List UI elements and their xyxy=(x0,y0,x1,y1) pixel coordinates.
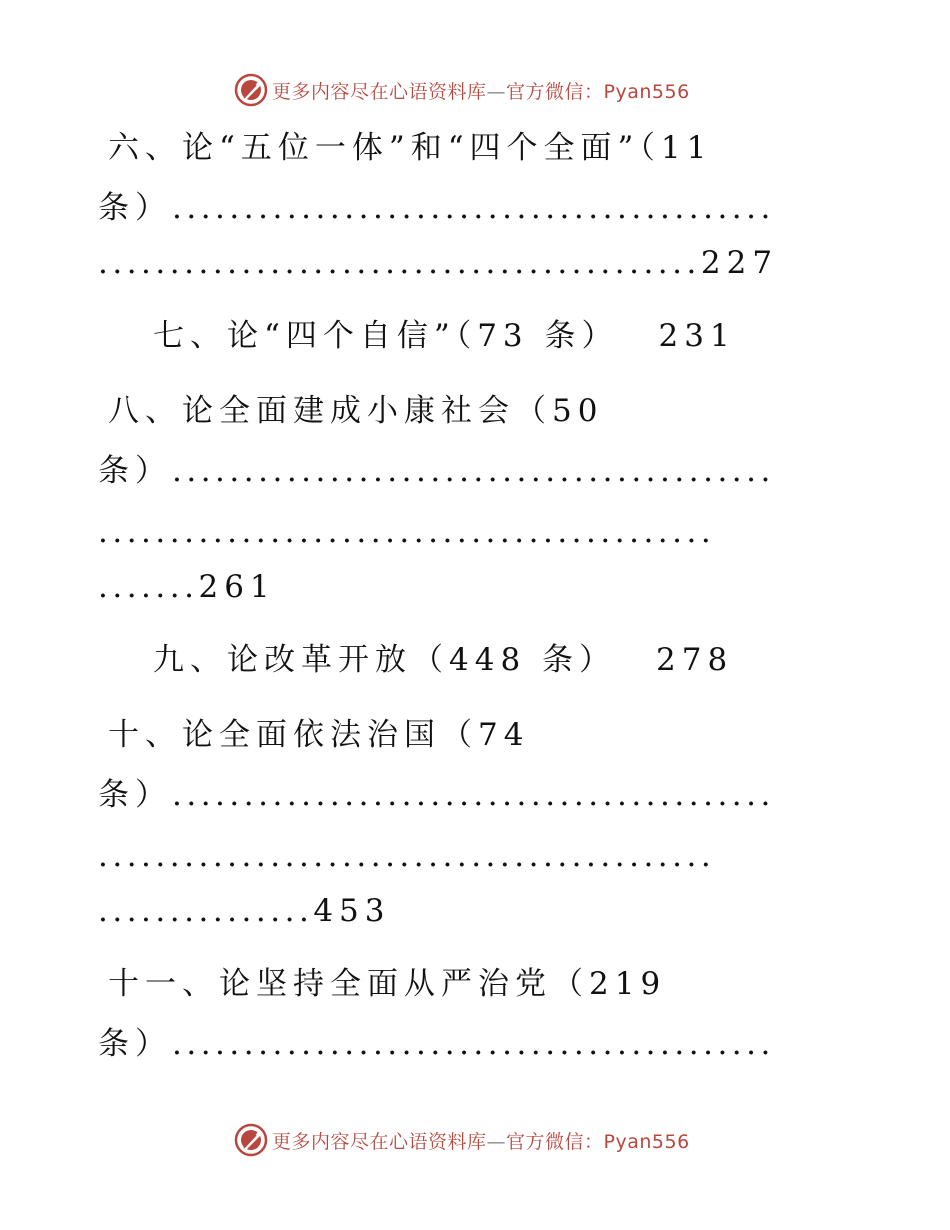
toc-leader-dots: .......................................... xyxy=(172,453,775,489)
toc-entry-6-continuation xyxy=(98,188,775,228)
toc-entry-8-continuation xyxy=(98,451,775,491)
toc-entry-6-title: 六、论“五位一体”和“四个全面”（11 xyxy=(108,130,713,166)
toc-entry-10-page: 453 xyxy=(313,893,391,929)
toc-leader-dots: ............... xyxy=(98,893,314,929)
toc-entry-9-title: 九、论改革开放（448 条） xyxy=(153,642,617,678)
toc-entry-11-title: 十一、论坚持全面从严治党（219 xyxy=(108,966,667,1002)
toc-leader-dots: ........................................... xyxy=(98,838,716,874)
toc-entry-10-leader-2 xyxy=(98,891,390,931)
quill-pen-icon xyxy=(234,1123,268,1157)
footer-banner xyxy=(234,1120,690,1160)
toc-entry-10-leader-1 xyxy=(98,836,715,876)
toc-entry-11-continuation xyxy=(98,1024,775,1064)
toc-entry-6-leader xyxy=(98,243,778,283)
toc-leader-dots: .......................................... xyxy=(98,245,701,281)
toc-entry-6-cont-text: 条） xyxy=(98,190,172,226)
toc-entry-11-cont-text: 条） xyxy=(98,1026,172,1062)
toc-entry-10-continuation xyxy=(98,775,775,815)
toc-entry-7 xyxy=(153,316,736,356)
banner-text: 更多内容尽在心语资料库—官方微信：Pyan556 xyxy=(272,1130,690,1153)
quill-pen-icon xyxy=(234,73,268,107)
toc-entry-7-title: 七、论“四个自信”（73 条） xyxy=(153,318,619,354)
toc-entry-9 xyxy=(153,640,733,680)
toc-leader-dots: .......................................... xyxy=(172,1026,775,1062)
toc-entry-9-page: 278 xyxy=(656,642,734,678)
toc-leader-dots: ....... xyxy=(98,569,199,605)
toc-leader-dots: ........................................... xyxy=(98,514,716,550)
toc-leader-dots: .......................................... xyxy=(172,190,775,226)
toc-entry-8-leader-2 xyxy=(98,567,276,607)
toc-entry-8-title: 八、论全面建成小康社会（50 xyxy=(108,393,604,429)
toc-entry-7-page: 231 xyxy=(658,318,736,354)
toc-entry-8-cont-text: 条） xyxy=(98,453,172,489)
toc-entry-10-cont-text: 条） xyxy=(98,777,172,813)
toc-entry-8-leader-1 xyxy=(98,512,715,552)
toc-entry-8-page: 261 xyxy=(198,569,276,605)
banner-text: 更多内容尽在心语资料库—官方微信：Pyan556 xyxy=(272,80,690,103)
toc-leader-dots: .......................................... xyxy=(172,777,775,813)
header-banner xyxy=(234,70,690,110)
toc-entry-10-title: 十、论全面依法治国（74 xyxy=(108,717,530,753)
toc-entry-6-page: 227 xyxy=(700,245,779,281)
